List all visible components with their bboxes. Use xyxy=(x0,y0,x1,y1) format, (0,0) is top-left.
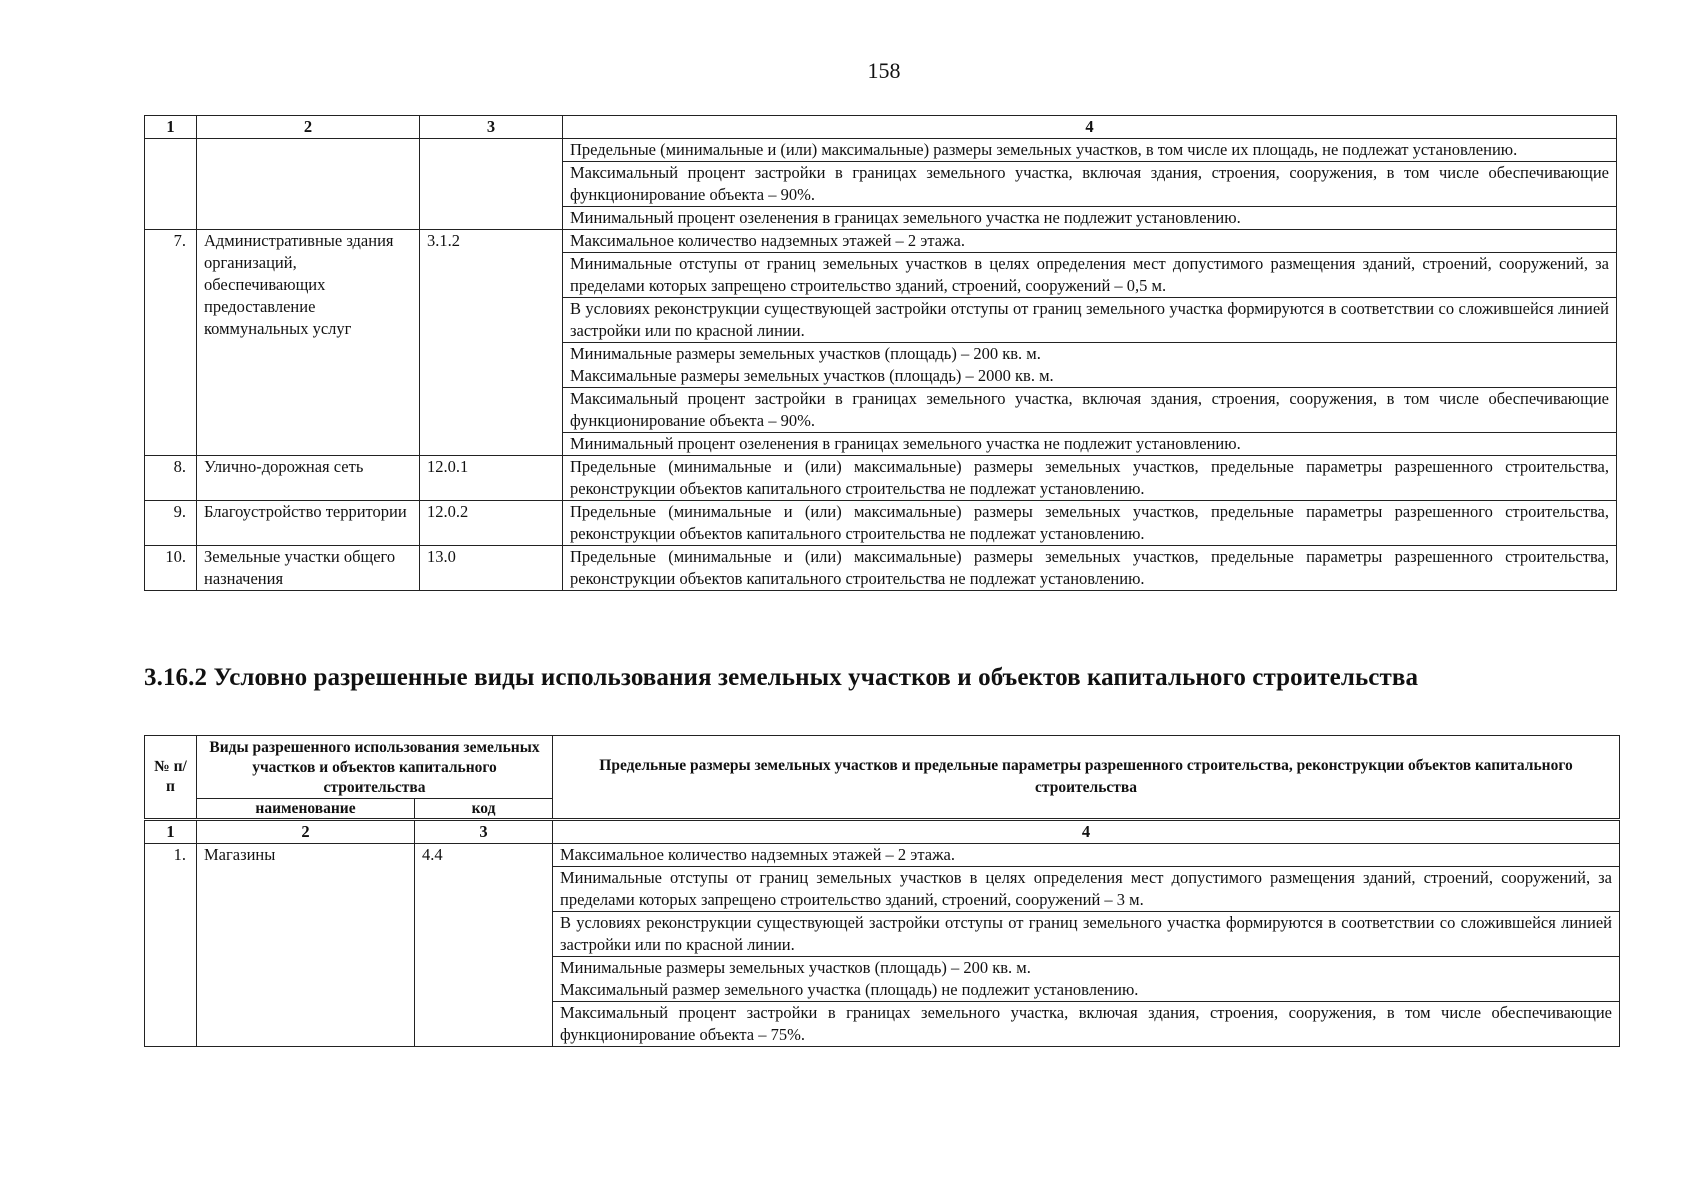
col-number-3: 3 xyxy=(415,820,553,844)
empty-cell xyxy=(420,139,563,230)
table-row xyxy=(145,139,1617,162)
permitted-use-table xyxy=(144,115,1617,591)
use-name: Улично-дорожная сеть xyxy=(197,456,420,501)
param-cell: Максимальный процент застройки в границах земельного участка, включая здания, строения, сооружения, в том числе обеспечивающие функционирование объекта – 75%. xyxy=(553,1002,1620,1047)
col-number-1: 1 xyxy=(145,116,197,139)
table-row xyxy=(145,230,1617,253)
code-header: код xyxy=(415,799,553,820)
param-cell: Максимальный процент застройки в границах земельного участка, включая здания, строения, сооружения, в том числе обеспечивающие функционирование объекта – 90%. xyxy=(563,388,1617,433)
col-number-4: 4 xyxy=(553,820,1620,844)
row-number: 10. xyxy=(145,546,197,591)
column-number-row xyxy=(145,820,1620,844)
param-line: Максимальные размеры земельных участков (площадь) – 2000 кв. м. xyxy=(570,366,1054,385)
section-heading: 3.16.2 Условно разрешенные виды использования земельных участков и объектов капитального строительства xyxy=(144,664,1419,691)
empty-cell xyxy=(145,139,197,230)
param-line: Максимальный размер земельного участка (площадь) не подлежит установлению. xyxy=(560,980,1139,999)
col-number-1: 1 xyxy=(145,820,197,844)
row-number: 7. xyxy=(145,230,197,456)
use-types-header: Виды разрешенного использования земельных участков и объектов капитального строительства xyxy=(197,736,553,799)
param-cell xyxy=(553,957,1620,1002)
row-number: 8. xyxy=(145,456,197,501)
use-name: Земельные участки общего назначения xyxy=(197,546,420,591)
use-name: Административные здания организаций, обеспечивающих предоставление коммунальных услуг xyxy=(197,230,420,456)
param-cell xyxy=(563,343,1617,388)
header-row xyxy=(145,736,1620,799)
row-number: 1. xyxy=(145,844,197,1047)
row-number: 9. xyxy=(145,501,197,546)
param-line: Минимальные размеры земельных участков (площадь) – 200 кв. м. xyxy=(570,344,1041,363)
table-row xyxy=(145,456,1617,501)
param-cell: Максимальное количество надземных этажей – 2 этажа. xyxy=(563,230,1617,253)
name-header: наименование xyxy=(197,799,415,820)
param-cell: Предельные (минимальные и (или) максимальные) размеры земельных участков, предельные параметры разрешенного строительства, реконструкции объектов капитального строительства не подлежат установлению. xyxy=(563,456,1617,501)
page-number: 158 xyxy=(867,58,901,83)
use-code: 12.0.1 xyxy=(420,456,563,501)
table-row xyxy=(145,844,1620,867)
param-cell: Максимальный процент застройки в границах земельного участка, включая здания, строения, сооружения, в том числе обеспечивающие функционирование объекта – 90%. xyxy=(563,162,1617,207)
col-number-2: 2 xyxy=(197,116,420,139)
col-number-4: 4 xyxy=(563,116,1617,139)
param-cell: В условиях реконструкции существующей застройки отступы от границ земельного участка формируются в соответствии со сложившейся линией застройки или по красной линии. xyxy=(563,298,1617,343)
use-code: 12.0.2 xyxy=(420,501,563,546)
param-cell: Минимальный процент озеленения в границах земельного участка не подлежит установлению. xyxy=(563,207,1617,230)
column-number-row xyxy=(145,116,1617,139)
table-row xyxy=(145,501,1617,546)
param-cell: Минимальные отступы от границ земельных участков в целях определения мест допустимого размещения зданий, строений, сооружений, за пределами которых запрещено строительство зданий, строений, сооружений – 3 м. xyxy=(553,867,1620,912)
use-name: Благоустройство территории xyxy=(197,501,420,546)
param-line: Минимальные размеры земельных участков (площадь) – 200 кв. м. xyxy=(560,958,1031,977)
use-name: Магазины xyxy=(197,844,415,1047)
table-row xyxy=(145,546,1617,591)
param-cell: Минимальный процент озеленения в границах земельного участка не подлежит установлению. xyxy=(563,433,1617,456)
param-cell: Максимальное количество надземных этажей – 2 этажа. xyxy=(553,844,1620,867)
conditional-use-table xyxy=(144,735,1620,1047)
col-number-2: 2 xyxy=(197,820,415,844)
use-code: 4.4 xyxy=(415,844,553,1047)
param-cell: Минимальные отступы от границ земельных участков в целях определения мест допустимого размещения зданий, строений, сооружений, за пределами которых запрещено строительство зданий, строений, сооружений – 0,5 м. xyxy=(563,253,1617,298)
param-cell: Предельные (минимальные и (или) максимальные) размеры земельных участков, предельные параметры разрешенного строительства, реконструкции объектов капитального строительства не подлежат установлению. xyxy=(563,501,1617,546)
param-cell: Предельные (минимальные и (или) максимальные) размеры земельных участков, предельные параметры разрешенного строительства, реконструкции объектов капитального строительства не подлежат установлению. xyxy=(563,546,1617,591)
param-cell: Предельные (минимальные и (или) максимальные) размеры земельных участков, в том числе их площадь, не подлежат установлению. xyxy=(563,139,1617,162)
number-header: № п/п xyxy=(145,736,197,820)
empty-cell xyxy=(197,139,420,230)
params-header: Предельные размеры земельных участков и предельные параметры разрешенного строительства, реконструкции объектов капитального строительства xyxy=(553,736,1620,820)
param-cell: В условиях реконструкции существующей застройки отступы от границ земельного участка формируются в соответствии со сложившейся линией застройки или по красной линии. xyxy=(553,912,1620,957)
use-code: 3.1.2 xyxy=(420,230,563,456)
col-number-3: 3 xyxy=(420,116,563,139)
use-code: 13.0 xyxy=(420,546,563,591)
